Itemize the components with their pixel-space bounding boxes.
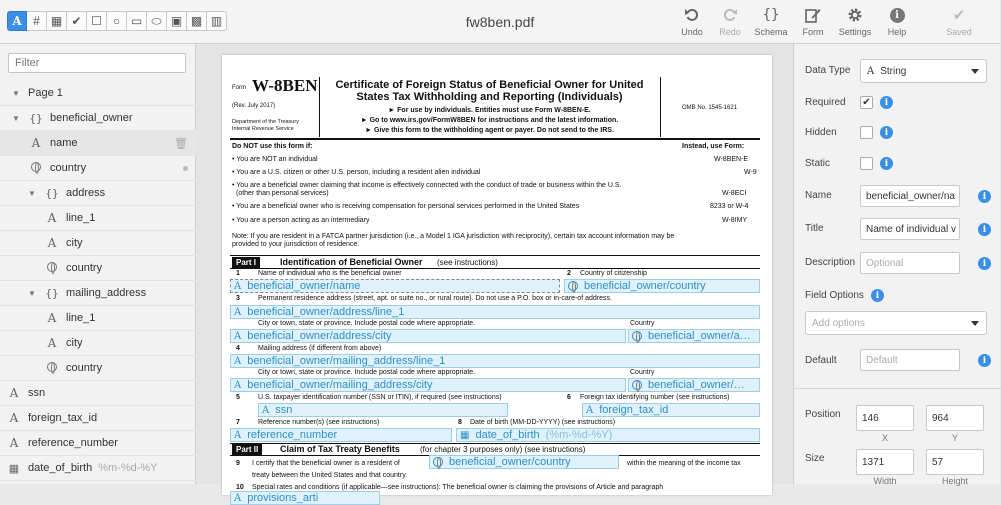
department-line2: Internal Revenue Service [232,126,294,132]
field-mailing-line1[interactable]: A beneficial_owner/mailing_address/line_1 [230,354,760,368]
status-dot [183,166,188,171]
bullet-form: W-8BEN-E [714,156,749,163]
tree-item-object[interactable] [0,106,196,131]
date-format: (%m-%d-%Y) [545,429,613,441]
pdf-page [222,55,772,504]
help-button[interactable] [875,6,919,37]
divider [794,388,1001,389]
hidden-checkbox[interactable] [860,126,873,139]
line1-label: Name of individual who is the beneficial owner [258,270,402,277]
form-name: W-8BEN [252,76,318,95]
tree-item-label: date_of_birth [28,462,93,474]
info-icon[interactable]: i [978,190,991,203]
expand-triangle-icon[interactable]: ▼ [28,288,36,298]
info-icon[interactable]: i [880,96,893,109]
button-tool[interactable]: ▭ [127,11,147,31]
tree-item-text[interactable] [0,306,196,331]
form-label: Form [802,27,824,37]
part2-hint: (for chapter 3 purposes only) (see instructions) [420,445,586,454]
top-toolbar [0,0,1000,44]
edit-form-icon [805,7,821,23]
form-title-line2: States Tax Withholding and Reporting (Individuals) [356,91,623,103]
bullet-form: W-9 [744,169,757,176]
line9-tail: within the meaning of the income tax [627,460,741,467]
form-label: Form [232,85,246,91]
radio-tool[interactable]: ○ [107,11,127,31]
text-type-icon: A [867,65,875,77]
tree-item-label: reference_number [28,437,118,449]
position-label: Position [805,409,841,420]
tree-item-label: mailing_address [66,287,147,299]
checkbox-tool[interactable]: ☐ [87,11,107,31]
text-field-icon: A [9,411,19,425]
position-x-input[interactable]: 146 [856,405,914,431]
form-title-line1: Certificate of Foreign Status of Beneficial Owner for United [335,79,644,91]
part1-title: Identification of Beneficial Owner [280,257,423,267]
part1-hint: (see instructions) [437,258,498,267]
schema-sidebar [0,44,196,484]
expand-triangle-icon[interactable]: ▼ [12,88,20,98]
tree-item-country[interactable] [0,256,196,281]
instead-heading: Instead, use Form: [682,143,745,150]
checkmark-icon: ✔ [862,97,871,108]
tree-item-label: country [66,362,103,374]
text-tool[interactable]: A [7,11,27,31]
tree-item-country[interactable] [0,356,196,381]
static-label: Static [805,158,831,169]
part1-tag: Part I [232,257,260,268]
gear-icon [847,7,863,23]
field-label: beneficial_owner/address/city [247,330,392,342]
required-checkbox[interactable] [860,96,873,109]
info-icon[interactable]: i [880,126,893,139]
field-treaty-country[interactable] [429,455,619,469]
department-line1: Department of the Treasury [232,119,299,125]
line-number: 2 [567,270,571,277]
field-beneficial-owner-name[interactable]: A beneficial_owner/name [230,279,560,293]
data-type-select[interactable] [860,59,987,83]
tree-item-object[interactable] [0,281,196,306]
saved-label: Saved [946,27,972,37]
line5-label: U.S. taxpayer identification number (SSN or ITIN), if required (see instructions) [258,394,502,401]
bullet-text: (other than personal services) [236,190,329,197]
field-label: ssn [275,404,293,416]
info-icon[interactable]: i [871,289,884,302]
tree-item-country[interactable] [0,156,196,181]
tree-item-text[interactable] [0,331,196,356]
date-tool[interactable]: ▦ [47,11,67,31]
title-input[interactable]: Name of individual v [860,218,960,240]
bullet-text: • You are a person acting as an intermediary [232,217,370,224]
line2-label: Country of citizenship [580,270,647,277]
globe-icon [28,162,44,175]
description-input[interactable]: Optional [860,252,960,274]
text-field-icon: A [9,386,19,400]
field-reference-number[interactable]: A reference_number [230,428,452,442]
filter-input[interactable] [8,53,186,73]
line6-label: Foreign tax identifying number (see instructions) [580,394,730,401]
schema-label: Schema [754,27,788,37]
form-button[interactable] [791,6,835,37]
tree-item-label: Page 1 [28,87,63,99]
bullet-form: W-8IMY [722,217,748,224]
checkmark-tool[interactable]: ✔ [67,11,87,31]
properties-panel [793,44,1000,484]
text-field-icon: A [47,336,57,350]
tree-item-label: address [66,187,106,199]
expand-triangle-icon[interactable]: ▼ [12,113,20,123]
text-field-icon: A [9,436,19,450]
field-foreign-tax-id[interactable]: A foreign_tax_id [582,403,760,417]
tree-item-text-selected[interactable] [0,131,196,156]
tree-item-text[interactable] [0,381,196,406]
chevron-down-icon [971,321,979,326]
field-label: date_of_birth [475,429,540,441]
width-caption: Width [873,476,897,486]
line-number: 10 [236,484,244,491]
text-field-icon: A [47,211,57,225]
field-date-of-birth[interactable]: ▦ date_of_birth (%m-%d-%Y) [456,428,760,442]
tree-item-label: name [50,137,78,149]
name-input[interactable]: beneficial_owner/na [860,185,960,207]
title-label: Title [805,223,824,234]
qrcode-tool[interactable]: ▩ [187,11,207,31]
note-line1: Note: If you are resident in a FATCA partner jurisdiction (i.e., a Model 1 IGA jurisdiction with reciprocity), certain tax account information may be [232,233,675,240]
line9-text2: treaty between the United States and that country. [252,472,408,479]
field-ssn[interactable]: A ssn [258,403,508,417]
help-icon: i [890,8,905,23]
bullet-text: • You are a beneficial owner who is receiving compensation for personal services performed in the United States [232,203,580,210]
part2-title: Claim of Tax Treaty Benefits [280,444,400,454]
line9-label: I certify that the beneficial owner is a resident of [252,460,400,467]
redo-button[interactable] [708,6,752,37]
do-not-use-heading: Do NOT use this form if: [232,143,313,150]
field-label: beneficial_owner/mailing_address/line_1 [247,355,446,367]
line7-label: Reference number(s) (see instructions) [258,419,380,426]
text-field-icon: A [31,136,41,150]
default-label: Default [805,355,837,366]
bullet-text: • You are a beneficial owner claiming that income is effectively connected with the conduct of trade or business within the U.S. [232,182,622,189]
chevron-down-icon [971,69,979,74]
description-label: Description [805,257,856,268]
y-caption: Y [951,433,958,443]
saved-button[interactable] [937,6,981,37]
trash-icon[interactable]: 🗑 [174,137,188,150]
document-title: fw8ben.pdf [465,14,535,30]
line-number: 3 [236,295,240,302]
field-label: beneficial_owner/… [648,379,745,391]
field-label: provisions_arti [247,492,319,504]
field-options-placeholder: Add options [812,317,865,329]
tree-item-label: beneficial_owner [50,112,133,124]
field-label: beneficial_owner/country [584,280,706,292]
tree-item-label: foreign_tax_id [28,412,98,424]
name-label: Name [805,190,832,201]
bullet-form: 8233 or W-4 [710,203,749,210]
line4-label: Mailing address (if different from above) [258,345,382,352]
date-format-hint: %m-%d-%Y [98,462,158,474]
tree-item-label: ssn [28,387,46,399]
tree-item-text[interactable] [0,231,196,256]
redo-label: Redo [719,27,741,37]
object-braces-icon: {} [45,286,59,300]
static-checkbox[interactable] [860,157,873,170]
tree-item-label: city [66,337,83,349]
part2-tag: Part II [232,444,262,455]
expand-triangle-icon[interactable]: ▼ [28,188,36,198]
field-label: beneficial_owner/address/line_1 [247,306,405,318]
settings-button[interactable] [833,6,877,37]
field-label: foreign_tax_id [599,404,669,416]
line-number: 5 [236,394,240,401]
help-label: Help [887,27,907,37]
x-caption: X [881,433,888,443]
tree-item-object[interactable] [0,181,196,206]
bullet-text: • You are NOT an individual [232,156,318,163]
object-braces-icon: {} [45,186,59,200]
undo-icon [684,7,700,23]
tree-item-label: country [50,162,87,174]
calendar-icon: ▦ [8,462,20,475]
tree-item-text[interactable] [0,206,196,231]
field-provisions[interactable]: A provisions_arti [230,491,380,505]
tree-item-date[interactable] [0,456,196,481]
line-number: 8 [458,419,462,426]
line4-city-label: City or town, state or province. Include postal code where appropriate. [258,369,476,376]
tree-item-label: line_1 [66,212,96,224]
settings-label: Settings [838,27,872,37]
line-number: 7 [236,419,240,426]
redo-icon [722,7,738,23]
note-line2: provided to your jurisdiction of residence. [232,241,360,248]
height-caption: Height [941,476,968,486]
document-canvas[interactable] [196,44,793,504]
height-input[interactable]: 57 [926,449,984,475]
omb-number: OMB No. 1545-1621 [682,105,738,111]
width-input[interactable]: 1371 [856,449,914,475]
field-label: beneficial_owner/country [449,456,571,468]
field-mailing-country[interactable] [628,378,760,392]
field-label: beneficial_owner/mailing_address/city [247,379,433,391]
hidden-label: Hidden [805,127,837,138]
globe-icon [44,262,60,275]
form-revision: (Rev. July 2017) [232,103,276,109]
field-address-city[interactable]: A beneficial_owner/address/city [230,329,626,343]
country-label: Country [630,369,655,376]
field-label: beneficial_owner/name [247,280,361,292]
undo-label: Undo [681,27,703,37]
tree-item-text[interactable] [0,431,196,456]
tree-item-label: country [66,262,103,274]
field-address-country[interactable] [628,329,760,343]
field-label: reference_number [247,429,338,441]
form-subtitle3: ► Give this form to the withholding agent or payer. Do not send to the IRS. [365,127,614,134]
line-number: 1 [236,270,240,277]
number-tool[interactable]: # [27,11,47,31]
size-label: Size [805,453,825,464]
field-mailing-city[interactable]: A beneficial_owner/mailing_address/city [230,378,626,392]
field-beneficial-owner-country[interactable] [564,279,760,293]
info-icon[interactable]: i [880,157,893,170]
line-number: 9 [236,460,240,467]
schema-tree [0,81,196,481]
field-options-select[interactable] [805,311,987,335]
line3-label: Permanent residence address (street, apt. or suite no., or rural route). Do not use a P.O. box or in-care-of address. [258,295,612,302]
text-field-icon: A [47,236,57,250]
schema-button[interactable] [749,6,793,37]
tree-item-label: city [66,237,83,249]
text-field-icon: A [47,311,57,325]
field-label: beneficial_owner/a… [648,330,751,342]
tree-item-page[interactable] [0,81,196,106]
data-type-label: Data Type [805,65,851,76]
line8-label: Date of birth (MM-DD-YYYY) (see instructions) [470,419,616,426]
image-tool[interactable]: ▣ [167,11,187,31]
data-type-value: String [880,65,907,77]
line10-label: Special rates and conditions (if applicable—see instructions): The beneficial owner is claiming the provisions of Article and paragraph [252,484,664,491]
element-tools [7,11,227,31]
position-y-input[interactable]: 964 [926,405,984,431]
tree-item-label: line_1 [66,312,96,324]
barcode-tool[interactable]: ▥ [207,11,227,31]
bullet-form: W-8ECI [722,190,747,197]
line-number: 6 [567,394,571,401]
bullet-text: • You are a U.S. citizen or other U.S. person, including a resident alien individual [232,169,481,176]
info-icon[interactable]: i [978,257,991,270]
form-subtitle1: ► For use by individuals. Entities must use Form W-8BEN-E. [388,107,591,114]
globe-icon [44,362,60,375]
checkmark-icon: ✔ [952,7,966,24]
country-label: Country [630,320,655,327]
tree-item-text[interactable] [0,406,196,431]
field-address-line1[interactable]: A beneficial_owner/address/line_1 [230,305,760,319]
form-subtitle2: ► Go to www.irs.gov/FormW8BEN for instructions and the latest information. [360,117,619,124]
info-icon[interactable]: i [978,223,991,236]
ellipse-tool[interactable]: ⬭ [147,11,167,31]
info-icon[interactable]: i [978,354,991,367]
default-input[interactable]: Default [860,349,960,371]
object-braces-icon: {} [29,111,43,125]
required-label: Required [805,97,846,108]
line3-city-label: City or town, state or province. Include postal code where appropriate. [258,320,476,327]
line-number: 4 [236,345,240,352]
braces-icon: {} [762,7,780,23]
field-options-label: Field Options [805,290,864,301]
